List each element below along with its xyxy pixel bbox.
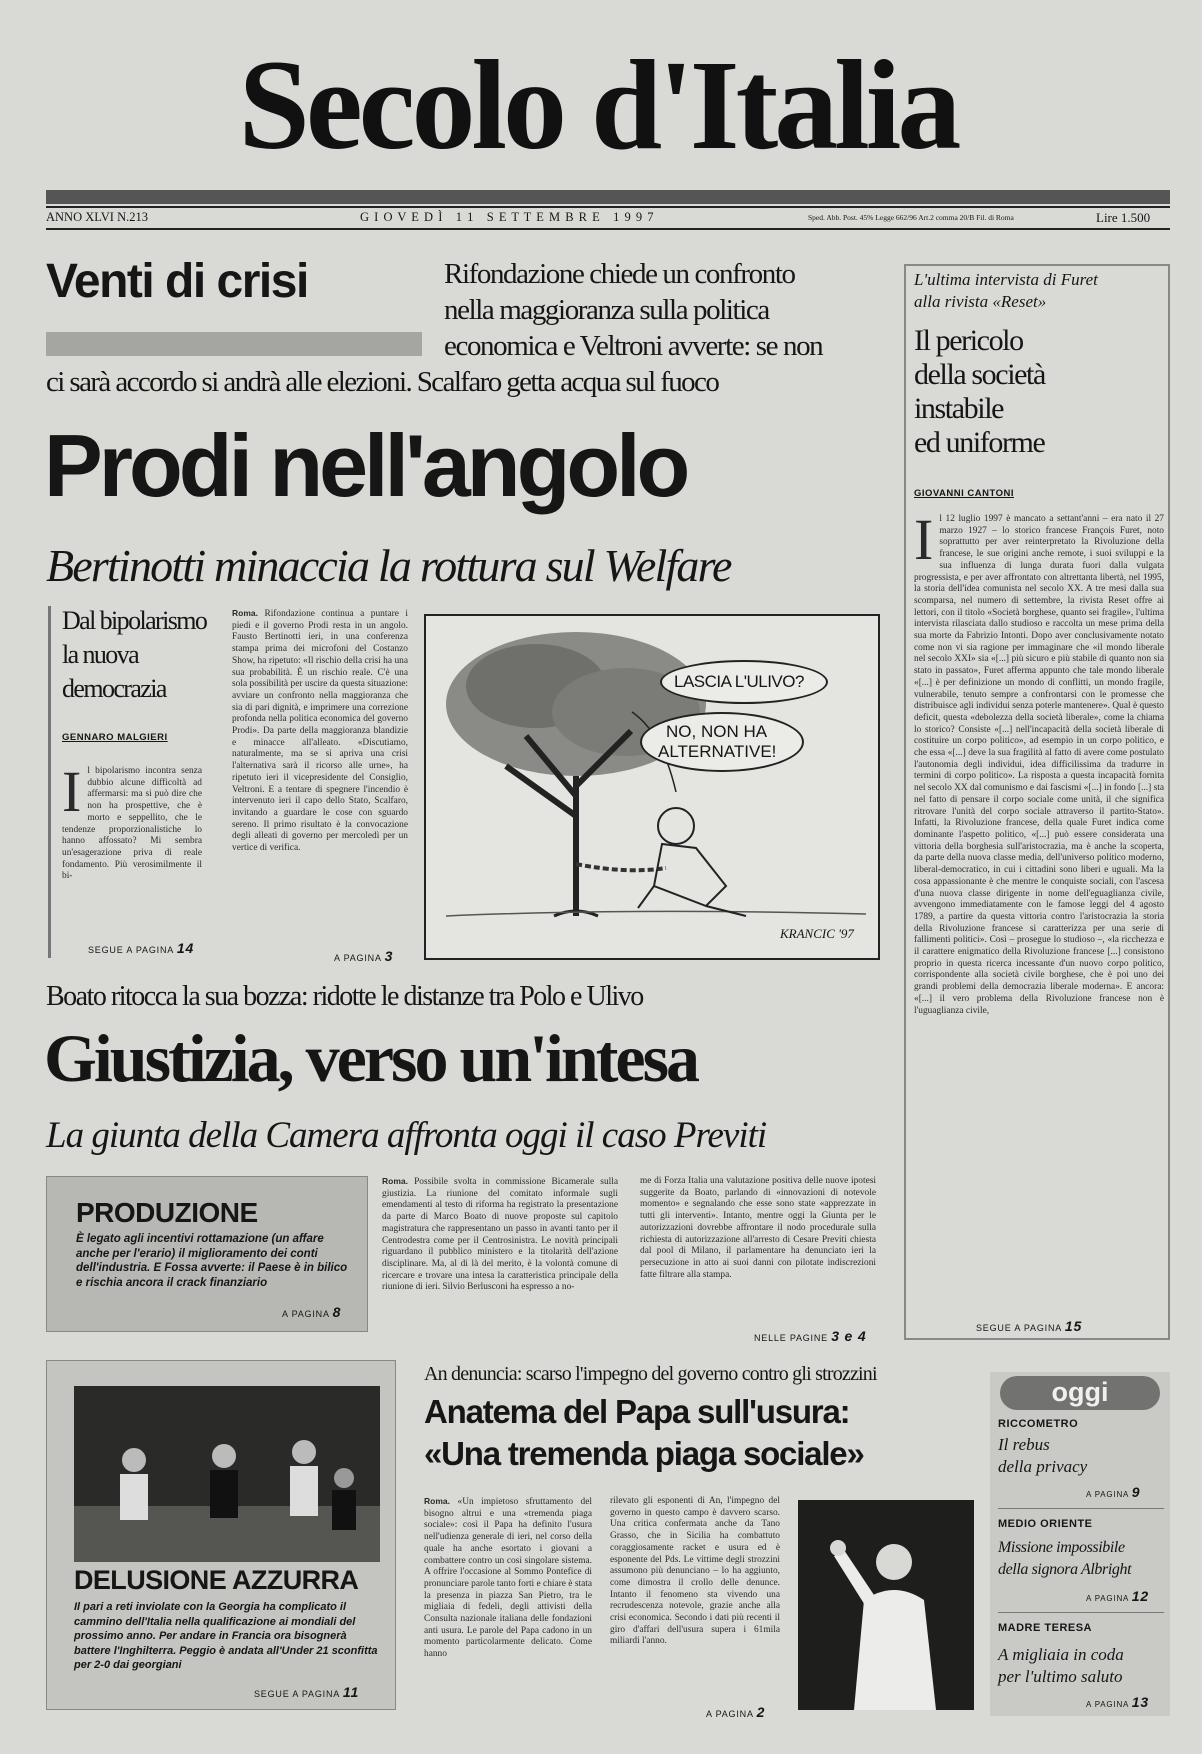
lead-kicker: Venti di crisi	[46, 255, 308, 308]
lead-deck-4: ci sarà accordo si andrà alle elezioni. Scalfaro getta acqua sul fuoco	[46, 366, 719, 398]
oggi-item-1-jump-label: A PAGINA	[1086, 1490, 1129, 1499]
oggi-divider-1	[998, 1508, 1164, 1509]
lead-deck-2: nella maggioranza sulla politica	[444, 294, 769, 326]
cartoon-signature: KRANCIC '97	[780, 926, 854, 941]
pope-figure	[798, 1500, 974, 1710]
oggi-item-3-section: MADRE TERESA	[998, 1622, 1093, 1634]
oggi-item-2-title-2: della signora Albright	[998, 1561, 1132, 1578]
furet-title-4: ed uniforme	[914, 426, 1045, 459]
prodi-text: Rifondazione continua a puntare i piedi e il governo Prodi resta in un angolo. Fausto Bertinotti ieri, in una conferenza stampa prima dei microfoni del Costanzo Show, ha ripetuto: «Il rischio della crisi ha una sua probabilità. È un rischio reale. C'è una sola possibilità per uscire da questa situazione: avviare un confronto nella maggioranza che sia di pari dignità, e imprimere una correzione profonda nella politica economica del governo Prodi». Da parte della maggioranza blandizie e minacce all'alleato. «Discutiamo, naturalmente, ma se si apriva una crisi l'alternativa sarà il ricorso alle urne», ha ripetuto ieri il vicepresidente del Consiglio, Veltroni. E a tentare di spegnere l'incendio è intervenuto ieri il capo dello Stato, Scalfaro, invitando a guardare le cose con sguardo sereno. Il primo risultato è la convocazione degli alleati di governo per mercoledì per un vertice di verifica.	[232, 609, 408, 854]
produzione-jump	[282, 1304, 341, 1320]
usura-dateline: Roma.	[424, 1496, 450, 1506]
usura-col2	[610, 1496, 780, 1702]
prodi-jump-label: A PAGINA	[334, 953, 382, 963]
editorial-jump-page: 14	[176, 940, 195, 956]
editorial-title-3: democrazia	[62, 674, 166, 703]
postal-notice: Sped. Abb. Post. 45% Legge 662/96 Art.2 comma 20/B Fil. di Roma	[808, 213, 1014, 222]
oggi-item-2-title-1: Missione impossibile	[998, 1539, 1125, 1556]
oggi-divider-2	[998, 1612, 1164, 1613]
editorial-side-rule	[48, 606, 51, 958]
produzione-title: PRODUZIONE	[76, 1197, 258, 1228]
usura-jump	[706, 1704, 765, 1720]
usura-col1	[424, 1496, 592, 1718]
furet-body	[914, 514, 1164, 1320]
oggi-item-1-jump-page: 9	[1131, 1484, 1141, 1500]
sport-title: DELUSIONE AZZURRA	[74, 1565, 359, 1595]
produzione-jump-label: A PAGINA	[282, 1309, 330, 1319]
cartoon-frame	[424, 614, 880, 960]
usura-kicker: An denuncia: scarso l'impegno del governo contro gli strozzini	[424, 1363, 877, 1385]
editorial-title-1: Dal bipolarismo	[62, 606, 207, 635]
oggi-title: oggi	[1051, 1377, 1109, 1407]
lead-kicker-bar	[46, 332, 422, 356]
produzione-text: È legato agli incentivi rottamazione (un affare anche per l'erario) il miglioramento dei conti dell'industria. E Fossa avverte: il Paese è in bilico e rischia ancora il crack finanziario	[76, 1233, 348, 1289]
furet-title-2: della società	[914, 358, 1045, 391]
sport-text: Il pari a reti inviolate con la Georgia ha complicato il cammino dell'Italia nella qualificazione ai mondiali del prossimo anno. Per andare in Francia ora bisognerà battere l'Inghilterra. Peggio è andata all'Under 21 sconfitta per 2-0 dai georgiani	[74, 1601, 378, 1671]
prodi-jump	[334, 948, 393, 964]
issue-number: ANNO XLVI N.213	[46, 210, 148, 224]
editorial-text: l bipolarismo incontra senza dubbio alcune difficoltà ad affermarsi: ma si può dire che non ha prospettive, che è morto e seppellito, che le tendenze proporzionalistiche lo hanno affossato? Mi sembra un'esagerazione priva di reale fondamento. Più verosimilmente il bi-	[62, 766, 202, 882]
usura-col2-text: rilevato gli esponenti di An, l'impegno del governo in questo campo è davvero scarso. Una critica confermata anche da Tano Grasso, che in Sicilia ha combattuto coraggiosamente racket e usura ed è esponente del Pds. Le vittime degli strozzini assumono più denunciano – lo ha aggiunto, come dimostra il crollo delle denunce. Intanto il fenomeno sta vivendo una recrudescenza notevole, grazie anche alla crisi economica. Secondo i dati più recenti il giro d'affari dell'usura supera i 61mila miliardi l'anno.	[610, 1496, 780, 1647]
justice-col1-text: Possibile svolta in commissione Bicamerale sulla giustizia. La riunione del comitato informale sugli emendamenti al testo di riforma ha registrato la presentazione da parte di Marco Boato di nuove proposte sul capitolo magistratura che rappresentano un passo in avanti tanto per il Centrodestra come per il Centrosinistra. Le novità principali riguardano il pubblico ministero e la titolarità dell'azione disciplinare. Ma, al di là del merito, è la volontà comune di ricercare e trovare una intesa la caratteristica principale della riunione di ieri. Silvio Berlusconi ha espresso a no-	[382, 1177, 618, 1293]
usura-headline-1: Anatema del Papa sull'usura:	[424, 1393, 850, 1430]
cartoon-bubble-2-line1: NO, NON HA	[666, 722, 768, 741]
prodi-jump-page: 3	[384, 948, 394, 964]
oggi-item-2-jump-page: 12	[1131, 1588, 1149, 1604]
sport-jump-page: 11	[342, 1684, 360, 1700]
sport-jump-label: SEGUE A PAGINA	[254, 1689, 340, 1699]
justice-subhead: La giunta della Camera affronta oggi il caso Previti	[46, 1115, 767, 1156]
lead-deck-3: economica e Veltroni avverte: se non	[444, 330, 823, 362]
justice-dateline: Roma.	[382, 1176, 408, 1186]
masthead-rule-thin	[46, 206, 1170, 208]
oggi-item-2-section: MEDIO ORIENTE	[998, 1518, 1093, 1530]
furet-author: GIOVANNI CANTONI	[914, 488, 1015, 499]
editorial-body	[62, 766, 202, 934]
prodi-story-body	[232, 608, 408, 950]
produzione-jump-page: 8	[332, 1304, 342, 1320]
justice-col2	[640, 1176, 876, 1322]
justice-kicker: Boato ritocca la sua bozza: ridotte le distanze tra Polo e Ulivo	[46, 981, 643, 1012]
furet-jump-page: 15	[1064, 1318, 1083, 1334]
usura-jump-page: 2	[756, 1704, 766, 1720]
justice-col2-text: me di Forza Italia una valutazione positiva delle nuove ipotesi suggerite da Boato, parlando di «innovazioni di notevole momento» e segnalando che esse sono state «apprezzate in tutti gli interventi». Intanto, mentre oggi la Giunta per le autorizzazioni dovrebbe affrontare il nodo procedurale sulla richiesta di autorizzazione all'arresto di Cesare Previti chiesta dal pool di Milano, il parlamentare ha denunciato ieri la persecuzione in atto ai suoi danni con pilotate indiscrezioni fatte filtrare alla stampa.	[640, 1176, 876, 1280]
furet-jump	[976, 1318, 1082, 1334]
oggi-item-1-title-1: Il rebus	[998, 1435, 1050, 1454]
furet-kicker-2: alla rivista «Reset»	[914, 292, 1047, 311]
masthead-rule-top	[46, 190, 1170, 204]
oggi-item-3-jump	[1086, 1694, 1149, 1710]
usura-headline-2: «Una tremenda piaga sociale»	[424, 1435, 864, 1472]
oggi-item-1-jump	[1086, 1484, 1140, 1500]
masthead-title: Secolo d'Italia	[238, 34, 958, 176]
justice-jump-label: NELLE PAGINE	[754, 1333, 828, 1343]
oggi-item-3-jump-page: 13	[1131, 1694, 1149, 1710]
usura-jump-label: A PAGINA	[706, 1709, 754, 1719]
justice-headline: Giustizia, verso un'intesa	[44, 1020, 698, 1096]
furet-kicker-1: L'ultima intervista di Furet	[914, 270, 1098, 289]
editorial-dropcap: I	[62, 766, 82, 824]
oggi-item-2-jump-label: A PAGINA	[1086, 1594, 1129, 1603]
oggi-item-3-jump-label: A PAGINA	[1086, 1700, 1129, 1709]
dateline-rule	[46, 228, 1170, 230]
justice-jump-pages: 3 e 4	[831, 1328, 867, 1344]
players-photo	[74, 1386, 380, 1562]
oggi-item-2-jump	[1086, 1588, 1149, 1604]
editorial-author: GENNARO MALGIERI	[62, 732, 168, 743]
furet-dropcap: I	[914, 514, 934, 572]
furet-jump-label: SEGUE A PAGINA	[976, 1323, 1062, 1333]
prodi-dateline: Roma.	[232, 608, 258, 618]
cartoon-bubble-2-line2: ALTERNATIVE!	[658, 742, 777, 761]
lead-headline: Prodi nell'angolo	[44, 416, 687, 515]
furet-title-1: Il pericolo	[914, 324, 1023, 357]
oggi-item-1-section: RICCOMETRO	[998, 1418, 1079, 1430]
issue-price: Lire 1.500	[1096, 210, 1151, 225]
editorial-title-2: la nuova	[62, 640, 139, 669]
sport-photo	[74, 1386, 380, 1562]
pope-photo	[798, 1500, 974, 1710]
furet-title-3: instabile	[914, 392, 1004, 425]
tree-drawing	[426, 616, 878, 958]
lead-deck-1: Rifondazione chiede un confronto	[444, 258, 795, 290]
cartoon-bubble-1-text: LASCIA L'ULIVO?	[674, 672, 804, 691]
justice-jump	[754, 1328, 866, 1344]
issue-date: G I O V E D Ì 1 1 S E T T E M B R E 1 9 9 7	[360, 210, 655, 224]
lead-subhead: Bertinotti minaccia la rottura sul Welfare	[46, 540, 731, 591]
editorial-jump-label: SEGUE A PAGINA	[88, 945, 174, 955]
justice-col1	[382, 1176, 618, 1340]
sport-jump	[254, 1684, 359, 1700]
oggi-item-1-title-2: della privacy	[998, 1457, 1088, 1476]
usura-col1-text: «Un impietoso sfruttamento del bisogno altrui e una «tremenda piaga sociale»: così il Papa ha definito l'usura nell'udienza generale di ieri, nel corso della quale ha anche esortato i giovani a combattere contro un così singolare sistema. A offrire l'occasione al Sommo Pontefice di pronunciare parole tanto forti e chiare è stata la presenza in piazza San Pietro, tra le migliaia di fedeli, degli attivisti della Consulta nazionale italiana delle fondazioni anti usura. Le parole del Papa cadono in un momento particolarmente delicato. Come hanno	[424, 1497, 592, 1660]
oggi-item-3-title-1: A migliaia in coda	[998, 1645, 1124, 1664]
editorial-jump	[88, 940, 194, 956]
furet-text: l 12 luglio 1997 è mancato a settant'anni – era nato il 27 marzo 1927 – lo storico francese François Furet, noto soprattutto per aver reinterpretato la Rivoluzione della francese, le sue origini anche remote, i suoi sviluppi e la sua influenza di lunga durata fuori dalla vulgata progressista, e per aver affrontato con altrettanta libertà, nel 1995, la storia dell'idea comunista nel secolo XX. A tre mesi dalla sua scomparsa, nel numero di settembre, la rivista Reset offre ai lettori, con il titolo «Società borghese, quanto sei fragile», l'ultima intervista rilasciata dallo studioso e raccolta un mese prima della sua morte da Fabrizio Intonti. Dopo aver conclusivamente notato come non vi sia ragione per immaginare che «il mondo liberale nel secolo XXI» sia «[...] più sicuro e più stabile di quanto non sia stato in passato», Furet afferma appunto che tale mondo liberale «[...] è per definizione un mondo di conflitti, un mondo fragile, vulnerabile, tenuto sempre a confrontarsi con le promesse che distribuisce agli individui senza poterle mantenere». Qual è questo deficit, questa «debolezza della società liberale», come la chiama lo storico? Consiste «[...] nell'incapacità della società liberale di costituire un corpo politico», ad esempio in un corpo politico, e che essa «[...] deve la sua fragilità al fatto di avere come postulato l'autonomia degli individui, idea difficilissima da tradurre in termini di corpo politico». La risposta a questa incapacità fornita nel secolo XX dal comunismo e dai fascismi «[...] in fondo [...] sta nel fatto di pensare il corpo sociale come unità, il che significa ritrovare l'unità del corpo sociale attraverso il partito-Stato». Infatti, la Rivoluzione francese, della quale Furet indica come dominante l'aspetto politico, «[...] può essere considerata una vittoria della borghesia sull'aristocrazia, ma è anche la scoperta, da parte della nuova classe media, dell'universo politico moderno, liberal-democratico, in cui i cittadini sono liberi e uguali. Ma la cosa appassionante è che mentre le conquiste sociali, con l'ascesa d'una nuova classe dirigente in nome dell'eguaglianza civile, avvengono immediatamente con le famose leggi del 4 agosto 1789, a partire da questa vittoria contro l'aristocrazia la storia della Rivoluzione francese si caratterizza per una serie di fallimenti politici». Così – prosegue lo studioso –, «la ricchezza e il carattere enigmatico della Rivoluzione francese [...] consistono proprio in questa ricerca incessante d'un nuovo corpo politico, corrispondente alla società civile borghese, che è poi uno dei grandi problemi della democrazia liberale moderna». E ancora: «[...] il vero problema della Rivoluzione francese non è l'uguaglianza civile,	[914, 514, 1164, 1016]
oggi-item-3-title-2: per l'ultimo saluto	[998, 1667, 1123, 1686]
